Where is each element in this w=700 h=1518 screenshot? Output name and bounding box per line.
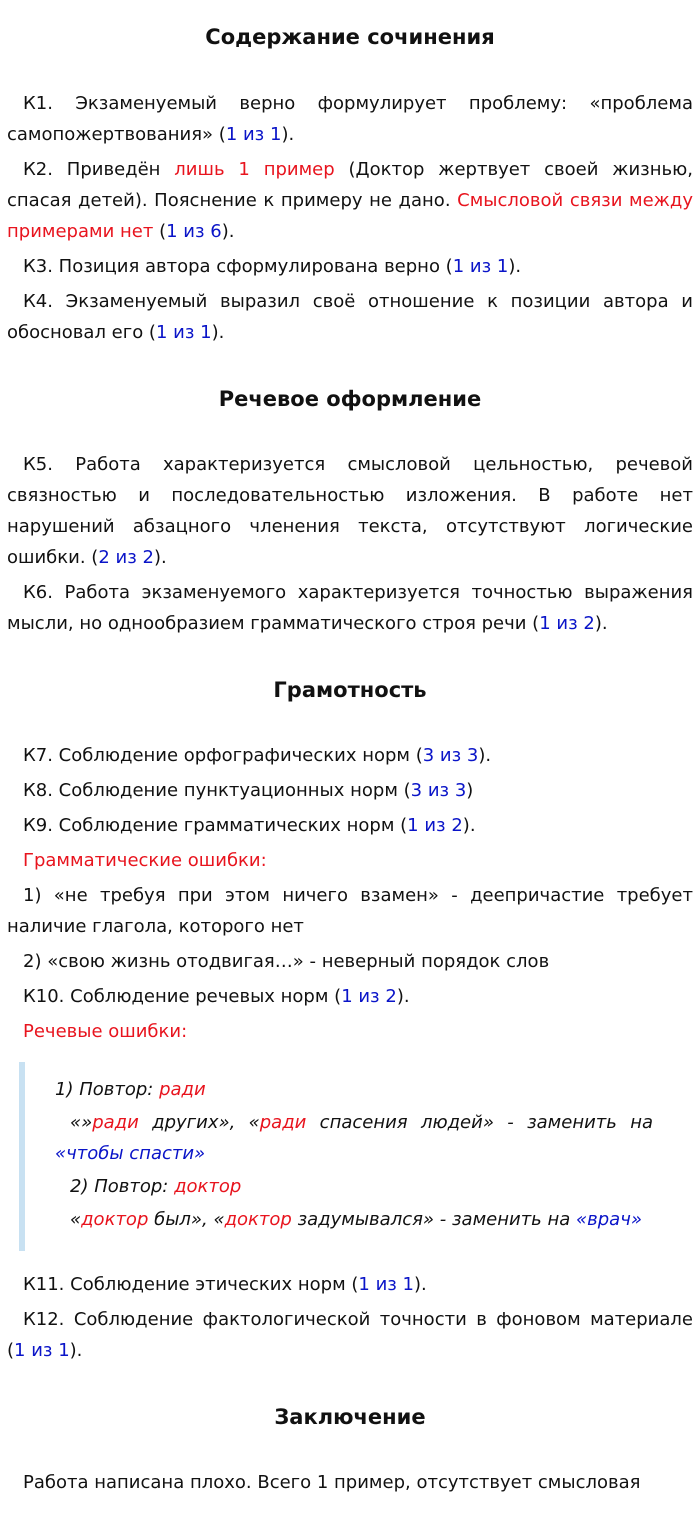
criterion-k6: К6. Работа экзаменуемого характеризуется точностью выражения мысли, но однообразием грамматического строя речи (1 из 2). [7, 582, 693, 634]
score-k12: 1 из 1 [14, 1340, 70, 1361]
score-k11: 1 из 1 [358, 1274, 415, 1295]
speech-errors-label: Речевые ошибки: [23, 1021, 188, 1042]
criterion-k2: К2. Приведён лишь 1 пример (Доктор жертвует своей жизнью, спасая детей). Пояснение к примеру не дано. Смысловой связи между примерами нет (1 из 6). [7, 159, 694, 242]
repeat-1-heading: 1) Повтор: ради [55, 1079, 206, 1100]
replacement-1: «чтобы спасти» [55, 1143, 206, 1164]
score-k10: 1 из 2 [341, 986, 397, 1007]
criterion-k5: К5. Работа характеризуется смысловой цельностью, речевой связностью и последовательностью изложения. В работе нет нарушений абзацного членения текста, отсутствуют логические ошибки. (2 из 2). [7, 454, 693, 568]
highlight-no-link: Смысловой связи между примерами нет [7, 190, 693, 242]
score-k3: 1 из 1 [452, 256, 509, 277]
repeat-2-heading: 2) Повтор: доктор [70, 1176, 242, 1197]
criterion-k7: К7. Соблюдение орфографических норм (3 из 3). [23, 745, 492, 766]
score-k5: 2 из 2 [98, 547, 154, 568]
highlight-one-example: лишь 1 пример [174, 159, 335, 180]
section-title-literacy: Грамотность [273, 678, 427, 702]
replacement-2: «врач» [576, 1209, 642, 1230]
score-k7: 3 из 3 [422, 745, 479, 766]
score-k9: 1 из 2 [407, 815, 463, 836]
speech-errors-quote [19, 1062, 693, 1251]
criterion-k11: К11. Соблюдение этических норм (1 из 1). [23, 1274, 427, 1295]
conclusion-text: Работа написана плохо. Всего 1 пример, отсутствует смысловая [23, 1472, 641, 1493]
repeat-2-detail: «доктор был», «доктор задумывался» - заменить на «врач» [70, 1209, 642, 1230]
score-k1: 1 из 1 [225, 124, 282, 145]
grammar-error-2: 2) «свою жизнь отодвигая…» - неверный порядок слов [23, 951, 550, 972]
criterion-k3: К3. Позиция автора сформулирована верно (1 из 1). [23, 256, 522, 277]
score-k4: 1 из 1 [155, 322, 212, 343]
criterion-k10: К10. Соблюдение речевых норм (1 из 2). [23, 986, 410, 1007]
repeat-1-detail: «»ради других», «ради спасения людей» - заменить на «чтобы спасти» [55, 1112, 654, 1164]
section-title-conclusion: Заключение [274, 1405, 426, 1429]
score-k6: 1 из 2 [539, 613, 595, 634]
criterion-k9: К9. Соблюдение грамматических норм (1 из 2). [23, 815, 476, 836]
grammar-error-1: 1) «не требуя при этом ничего взамен» - деепричастие требует наличие глагола, которого нет [7, 885, 693, 937]
section-title-speech: Речевое оформление [218, 387, 482, 411]
score-k2: 1 из 6 [166, 221, 222, 242]
criterion-k8: К8. Соблюдение пунктуационных норм (3 из 3) [23, 780, 474, 801]
criterion-k4: К4. Экзаменуемый выразил своё отношение к позиции автора и обосновал его (1 из 1). [7, 291, 693, 343]
score-k8: 3 из 3 [410, 780, 467, 801]
grammar-errors-label: Грамматические ошибки: [23, 850, 267, 871]
criterion-k12: К12. Соблюдение фактологической точности в фоновом материале (1 из 1). [7, 1309, 693, 1361]
criterion-k1: К1. Экзаменуемый верно формулирует проблему: «проблема самопожертвования» (1 из 1). [7, 93, 693, 145]
section-title-content: Содержание сочинения [205, 25, 495, 49]
